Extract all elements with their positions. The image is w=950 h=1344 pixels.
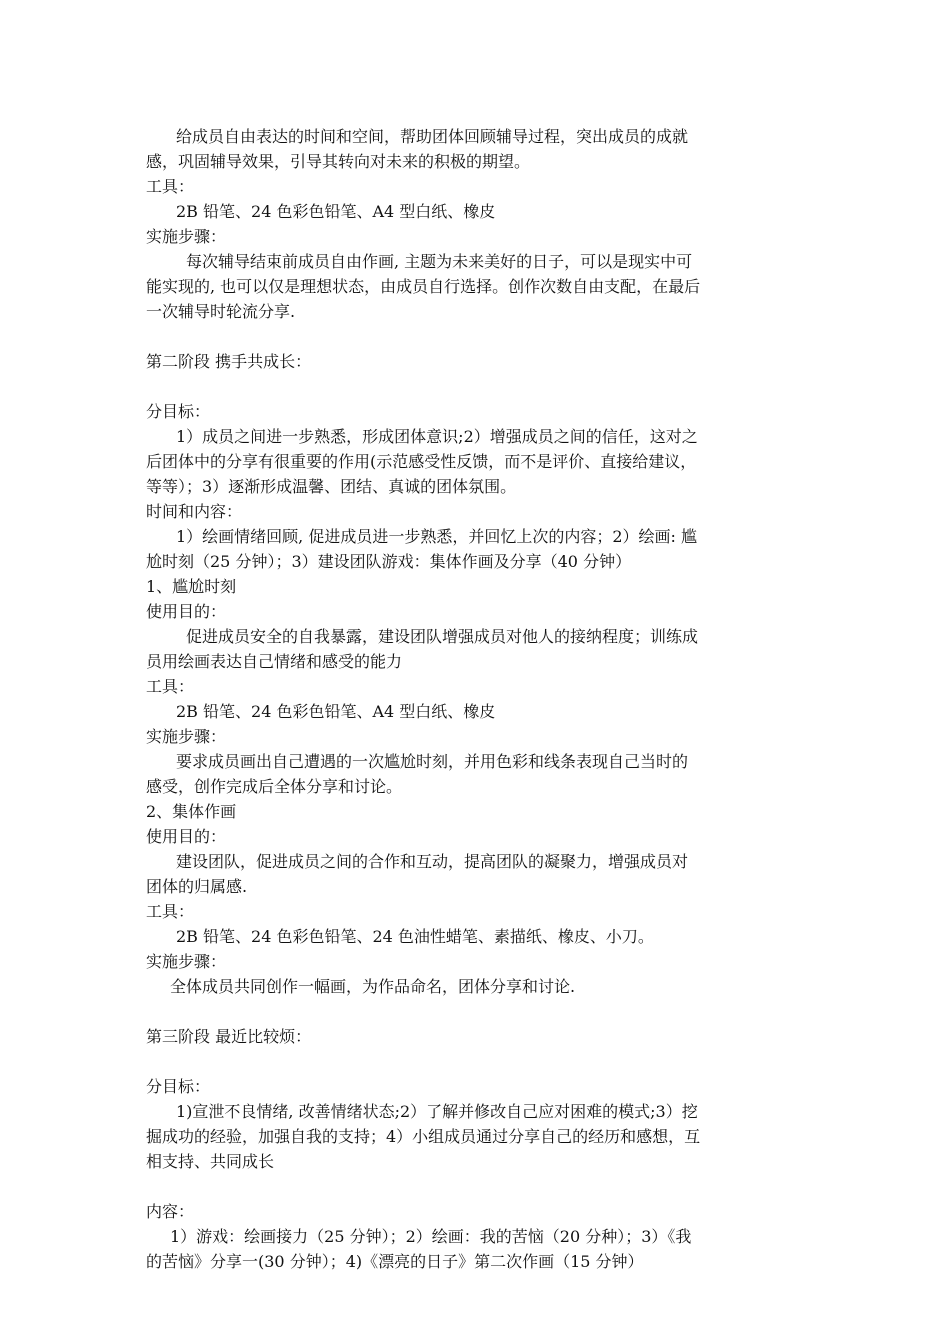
stage3-goal-label: 分目标： (146, 1077, 211, 1096)
stage3-goal-line-1: 1)宣泄不良情绪, 改善情绪状态;2）了解并修改自己应对困难的模式;3）挖 (176, 1102, 698, 1121)
activity-1-tools-value: 2B 铅笔、24 色彩色铅笔、A4 型白纸、橡皮 (176, 702, 496, 721)
stage3-content-line-2: 的苦恼》分享一(30 分钟）；4)《漂亮的日子》第二次作画（15 分钟） (146, 1252, 644, 1271)
activity-1-title: 1、尴尬时刻 (146, 577, 237, 596)
spacer (146, 999, 806, 1024)
stage2-time-line-1: 1）绘画情绪回顾, 促进成员进一步熟悉，并回忆上次的内容；2）绘画: 尴 (176, 527, 698, 546)
activity-1-steps-line-2: 感受，创作完成后全体分享和讨论。 (146, 777, 403, 796)
activity-2-tools-label: 工具： (146, 902, 195, 921)
activity-2-purpose-label: 使用目的： (146, 827, 227, 846)
stage1-purpose-line-1: 给成员自由表达的时间和空间，帮助团体回顾辅导过程，突出成员的成就 (176, 127, 689, 146)
stage1-steps-line-1: 每次辅导结束前成员自由作画, 主题为未来美好的日子，可以是现实中可 (186, 252, 693, 271)
activity-1-purpose-line-1: 促进成员安全的自我暴露，建设团队增强成员对他人的接纳程度；训练成 (186, 627, 699, 646)
stage2-goal-line-1: 1）成员之间进一步熟悉，形成团体意识;2）增强成员之间的信任，这对之 (176, 427, 698, 446)
spacer (146, 374, 806, 399)
stage1-purpose-line-2: 感，巩固辅导效果，引导其转向对未来的积极的期望。 (146, 152, 531, 171)
stage2-time-label: 时间和内容： (146, 502, 243, 521)
stage3-goal-line-3: 相支持、共同成长 (146, 1152, 275, 1171)
activity-1-steps-line-1: 要求成员画出自己遭遇的一次尴尬时刻，并用色彩和线条表现自己当时的 (176, 752, 689, 771)
stage1-tools-label: 工具： (146, 177, 195, 196)
activity-2-steps-line-1: 全体成员共同创作一幅画，为作品命名，团体分享和讨论. (170, 977, 576, 996)
activity-1-purpose-label: 使用目的： (146, 602, 227, 621)
stage1-steps-label: 实施步骤： (146, 227, 227, 246)
spacer (146, 1174, 806, 1199)
stage1-tools-value: 2B 铅笔、24 色彩色铅笔、A4 型白纸、橡皮 (176, 202, 496, 221)
stage3-content-label: 内容： (146, 1202, 195, 1221)
stage3-goal-line-2: 掘成功的经验，加强自我的支持；4）小组成员通过分享自己的经历和感想，互 (146, 1127, 701, 1146)
activity-1-purpose-line-2: 员用绘画表达自己情绪和感受的能力 (146, 652, 403, 671)
stage3-heading: 第三阶段 最近比较烦： (146, 1027, 312, 1046)
activity-2-purpose-line-1: 建设团队，促进成员之间的合作和互动，提高团队的凝聚力，增强成员对 (176, 852, 689, 871)
activity-2-title: 2、集体作画 (146, 802, 237, 821)
stage3-content-line-1: 1）游戏：绘画接力（25 分钟）；2）绘画：我的苦恼（20 分种）；3）《我 (170, 1227, 692, 1246)
activity-1-tools-label: 工具： (146, 677, 195, 696)
activity-2-purpose-line-2: 团体的归属感. (146, 877, 248, 896)
stage1-steps-line-3: 一次辅导时轮流分享. (146, 302, 296, 321)
stage2-heading: 第二阶段 携手共成长： (146, 352, 312, 371)
stage2-goal-line-2: 后团体中的分享有很重要的作用(示范感受性反馈，而不是评价、直接给建议， (146, 452, 697, 471)
activity-2-tools-value: 2B 铅笔、24 色彩色铅笔、24 色油性蜡笔、素描纸、橡皮、小刀。 (176, 927, 654, 946)
activity-2-steps-label: 实施步骤： (146, 952, 227, 971)
document-body (146, 124, 806, 1274)
activity-1-steps-label: 实施步骤： (146, 727, 227, 746)
spacer (146, 1049, 806, 1074)
stage2-time-line-2: 尬时刻（25 分钟）；3）建设团队游戏：集体作画及分享（40 分钟） (146, 552, 632, 571)
spacer (146, 324, 806, 349)
stage2-goal-label: 分目标： (146, 402, 211, 421)
stage1-steps-line-2: 能实现的, 也可以仅是理想状态，由成员自行选择。创作次数自由支配，在最后 (146, 277, 701, 296)
stage2-goal-line-3: 等等）；3）逐渐形成温馨、团结、真诚的团体氛围。 (146, 477, 517, 496)
